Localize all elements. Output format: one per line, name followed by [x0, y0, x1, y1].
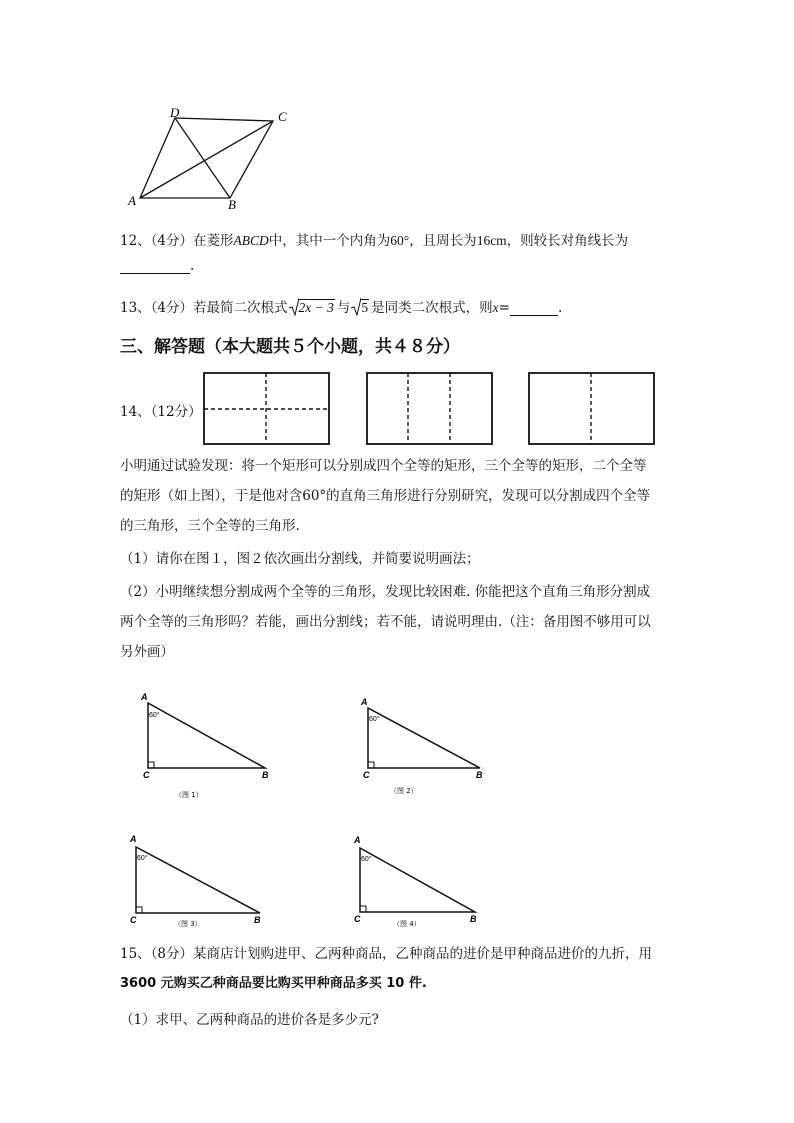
triangle-figure-4	[348, 832, 493, 930]
q12-text: 在菱形	[193, 233, 234, 249]
triangle-2-caption: （图 2）	[390, 787, 418, 795]
triangle-3-caption: （图 3）	[174, 920, 202, 928]
q14-intro	[120, 451, 680, 541]
q13-radicand-2: 5	[361, 300, 369, 315]
triangle-2-angle: 60°	[369, 716, 380, 723]
q13-text: 若最简二次根式	[193, 300, 288, 316]
q13-radical-1	[290, 300, 335, 316]
triangle-3-label-c: C	[130, 915, 137, 925]
radical-sign-icon	[351, 298, 361, 316]
q13-answer-blank[interactable]	[510, 301, 558, 316]
q14-intro-line: 小明通过试验发现：将一个矩形可以分别成四个全等的矩形，三个全等的矩形，二个全等	[120, 458, 647, 474]
q15-part-1-text: （1）求甲、乙两种商品的进价各是多少元?	[120, 1012, 379, 1028]
q14-part-2-line: （2）小明继续想分割成两个全等的三角形，发现比较困难. 你能把这个直角三角形分割成	[120, 584, 651, 600]
q13-number: 13、	[120, 300, 151, 316]
triangle-2-label-b: B	[476, 770, 483, 780]
q15-score: （8分）	[150, 946, 194, 962]
triangle-1-label-b: B	[262, 770, 269, 780]
q14-number: 14、	[120, 404, 151, 420]
q13-text-3: 是同类二次根式，则	[371, 300, 493, 316]
triangle-figure-2	[355, 695, 495, 805]
q12-number: 12、	[120, 233, 151, 249]
q15-line-2: 3600 元购买乙种商品要比购买甲种商品多买 10 件.	[120, 976, 427, 991]
q14-label	[120, 400, 202, 420]
q13-radical-2	[352, 300, 369, 316]
rhombus-label-d: D	[170, 105, 180, 120]
rectangles-figure	[200, 370, 660, 448]
q12-text-4: ，则较长对角线长为	[506, 233, 629, 249]
q14-part-2-line: 两个全等的三角形吗？若能，画出分割线；若不能，请说明理由.（注：备用图不够用可以	[120, 614, 651, 630]
triangle-3-label-a: A	[130, 834, 137, 844]
q13-equals: =	[498, 300, 510, 316]
triangle-2-label-a: A	[361, 697, 368, 707]
q12-angle: 60°	[390, 233, 410, 248]
q15-line-1	[120, 939, 680, 969]
q15-text: 某商店计划购进甲、乙两种商品，乙种商品的进价是甲种商品进价的九折，用	[193, 946, 653, 962]
rhombus-label-b: B	[228, 197, 236, 212]
q14-part-1	[120, 544, 680, 574]
triangle-4-angle: 60°	[361, 856, 372, 863]
question-13	[120, 296, 562, 316]
triangle-3-angle: 60°	[137, 855, 148, 862]
q13-score: （4分）	[150, 300, 194, 316]
rhombus-figure	[120, 105, 310, 215]
triangle-4-label-a: A	[354, 835, 361, 845]
q14-intro-line: 的三角形，三个全等的三角形.	[120, 518, 300, 534]
triangle-4-label-b: B	[470, 914, 477, 924]
triangle-3-label-b: B	[254, 915, 261, 925]
q13-end: .	[557, 300, 563, 316]
triangle-figure-1	[135, 690, 285, 805]
q12-shape-name: ABCD	[233, 233, 269, 248]
q12-text-2: 中，其中一个内角为	[268, 233, 391, 249]
q14-score: （12分）	[150, 404, 202, 420]
q12-perimeter: 16cm	[476, 233, 507, 248]
q12-text-3: ，且周长为	[409, 233, 477, 249]
rhombus-label-a: A	[128, 193, 136, 208]
triangle-2-label-c: C	[363, 770, 370, 780]
q13-text-2: 与	[336, 300, 351, 316]
q12-score: （4分）	[150, 233, 194, 249]
question-15	[120, 939, 680, 999]
q14-part-2-line: 另外画）	[120, 644, 174, 660]
q15-number: 15、	[120, 946, 151, 962]
q15-part-1	[120, 1005, 680, 1035]
q14-intro-line: 的矩形（如上图），于是他对含60°的直角三角形进行分别研究，发现可以分割成四个全等	[120, 488, 651, 504]
triangle-1-label-c: C	[143, 770, 150, 780]
question-12	[120, 229, 628, 249]
triangle-1-angle: 60°	[149, 712, 160, 719]
rect-three-parts	[367, 373, 492, 444]
triangle-4-caption: （图 4）	[393, 920, 421, 928]
triangle-1-caption: （图 1）	[175, 791, 203, 799]
q12-end: .	[190, 258, 195, 274]
triangle-figure-3	[124, 830, 284, 930]
triangle-1-label-a: A	[141, 692, 148, 702]
q12-answer-line	[120, 258, 194, 274]
q13-radicand-1: 2x − 3	[298, 300, 334, 315]
triangle-4-label-c: C	[354, 914, 361, 924]
q13-variable: x	[492, 300, 499, 315]
section-3-heading: 三、解答题（本大题共５个小题，共４８分）	[120, 337, 460, 357]
q14-part-1-text: （1）请你在图１，图２依次画出分割线，并简要说明画法；	[120, 551, 480, 567]
radical-sign-icon	[289, 298, 299, 316]
q14-part-2	[120, 577, 680, 667]
q12-answer-blank[interactable]	[120, 259, 190, 274]
rhombus-label-c: C	[278, 109, 287, 124]
